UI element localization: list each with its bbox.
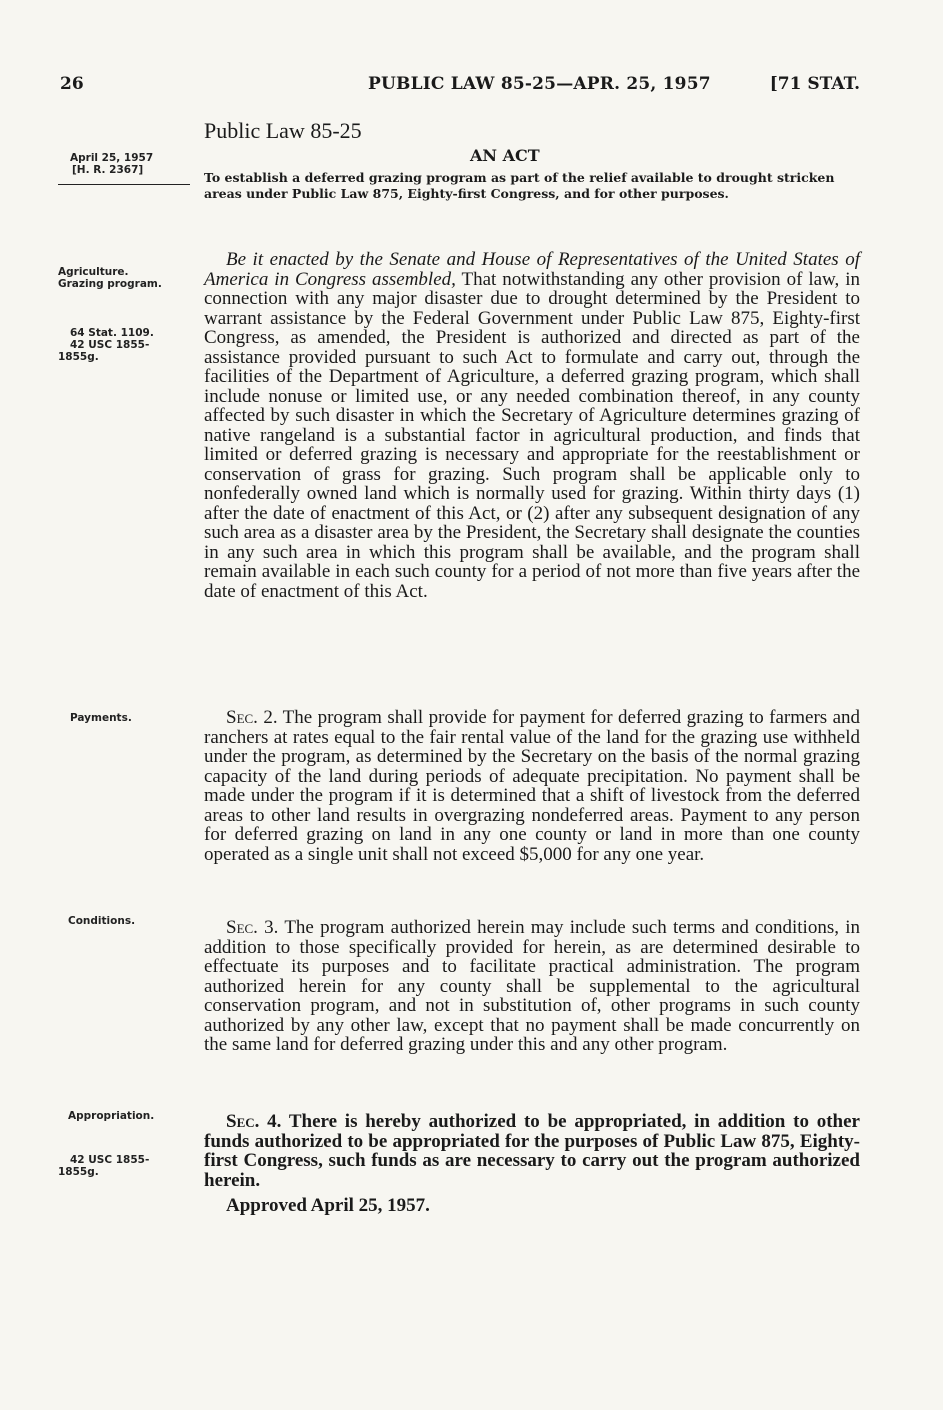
running-head-title: PUBLIC LAW 85-25—APR. 25, 1957 [368,74,711,94]
law-number: Public Law 85-25 [204,118,362,143]
margin-citation-usc-2-cont: 1855g. [58,1166,99,1178]
enacting-clause: Be it enacted by the Senate and House of Representatives of the United States of America in Congress assembled, [204,249,860,290]
margin-note-date [58,152,200,176]
section-2 [204,708,860,864]
margin-citation-usc-cont: 1855g. [58,351,99,363]
section-1 [204,250,860,601]
margin-divider [58,184,190,185]
margin-payments: Payments. [70,712,132,724]
margin-appropriation: Appropriation. [68,1110,155,1122]
section-3-label: Sec. 3. [226,917,279,938]
margin-note-appropriation [58,1110,200,1122]
margin-note-payments [58,712,200,724]
approval-date: Approved April 25, 1957. [226,1195,430,1216]
margin-note-citation [58,327,200,363]
margin-note-conditions [58,915,200,927]
section-1-text: That notwithstanding any other provision of law, in connection with any major disaster due to drought determined by the President to warrant assistance by the Federal Government under Public Law 875, Eighty-first Congress, as amended, the President is authorized and directed as part of the assistance provided pursuant to such Act to formulate and carry out, through the facilities of the Department of Agriculture, a deferred grazing program, which shall include nonuse or limited use, or any needed combination thereof, in any county affected by such disaster in which the Secretary of Agriculture determines grazing of native rangeland is a substantial factor in agricultural production, and finds that limited or deferred grazing is necessary and appropriate for the reestablishment or conservation of grass for grazing. Such program shall be applicable only to nonfederally owned land which is normally used for grazing. Within thirty days (1) after the date of enactment of this Act, or (2) after any subsequent designation of any such area as a disaster area by the President, the Secretary shall designate the counties in any such area in which this program shall be available, and the program shall remain available in each such county for a period of not more than five years after the date of enactment of this Act. [204,268,860,602]
margin-citation-usc: 42 USC 1855- [70,339,150,351]
margin-subject-grazing: Grazing program. [58,278,162,290]
margin-subject-agriculture: Agriculture. [58,266,129,278]
page-number: 26 [60,74,84,94]
statute-reference: [71 STAT. [769,74,860,94]
margin-citation-usc-2: 42 USC 1855- [70,1154,150,1166]
running-head [60,74,860,98]
section-4-text: There is hereby authorized to be appropriated, in addition to other funds authorized to be appropriated for the purposes of Public Law 875, Eighty-first Congress, such funds as are necessary to carry out the program authorized herein. [204,1111,860,1191]
margin-note-citation-2 [58,1154,200,1178]
margin-note-subject [58,266,200,290]
section-3-text: The program authorized herein may include such terms and conditions, in addition to those specifically provided for herein, as are determined desirable to effectuate its purposes and to facilitate practical administration. The program authorized herein for any county shall be supplemental to the agricultural conservation program, and not in substitution of, other programs in such county authorized by any other law, except that no payment shall be made concurrently on the same land for deferred grazing under this and any other program. [204,917,860,1055]
section-4 [204,1112,860,1190]
act-heading: AN ACT [470,146,540,165]
section-4-label: Sec. 4. [226,1111,282,1132]
margin-citation-stat: 64 Stat. 1109. [70,327,154,339]
act-purpose: To establish a deferred grazing program as part of the relief available to drought stricken areas under Public Law 875, Eighty-first Congress, and for other purposes. [204,170,835,201]
section-3 [204,918,860,1055]
margin-date: April 25, 1957 [70,152,154,164]
section-2-text: The program shall provide for payment for deferred grazing to farmers and ranchers at rates equal to the fair rental value of the land for the grazing use withheld under the program, as determined by the Secretary on the basis of the normal grazing capacity of the land during periods of adequate precipitation. No payment shall be made under the program if it is determined that a shift of livestock from the deferred areas to other land results in overgrazing nondeferred areas. Payment to any person for deferred grazing on land in any one county or land in more than one county operated as a single unit shall not exceed $5,000 for any one year. [204,707,860,865]
margin-bill: [H. R. 2367] [72,164,144,176]
section-2-label: Sec. 2. [226,707,278,728]
margin-conditions: Conditions. [68,915,136,927]
